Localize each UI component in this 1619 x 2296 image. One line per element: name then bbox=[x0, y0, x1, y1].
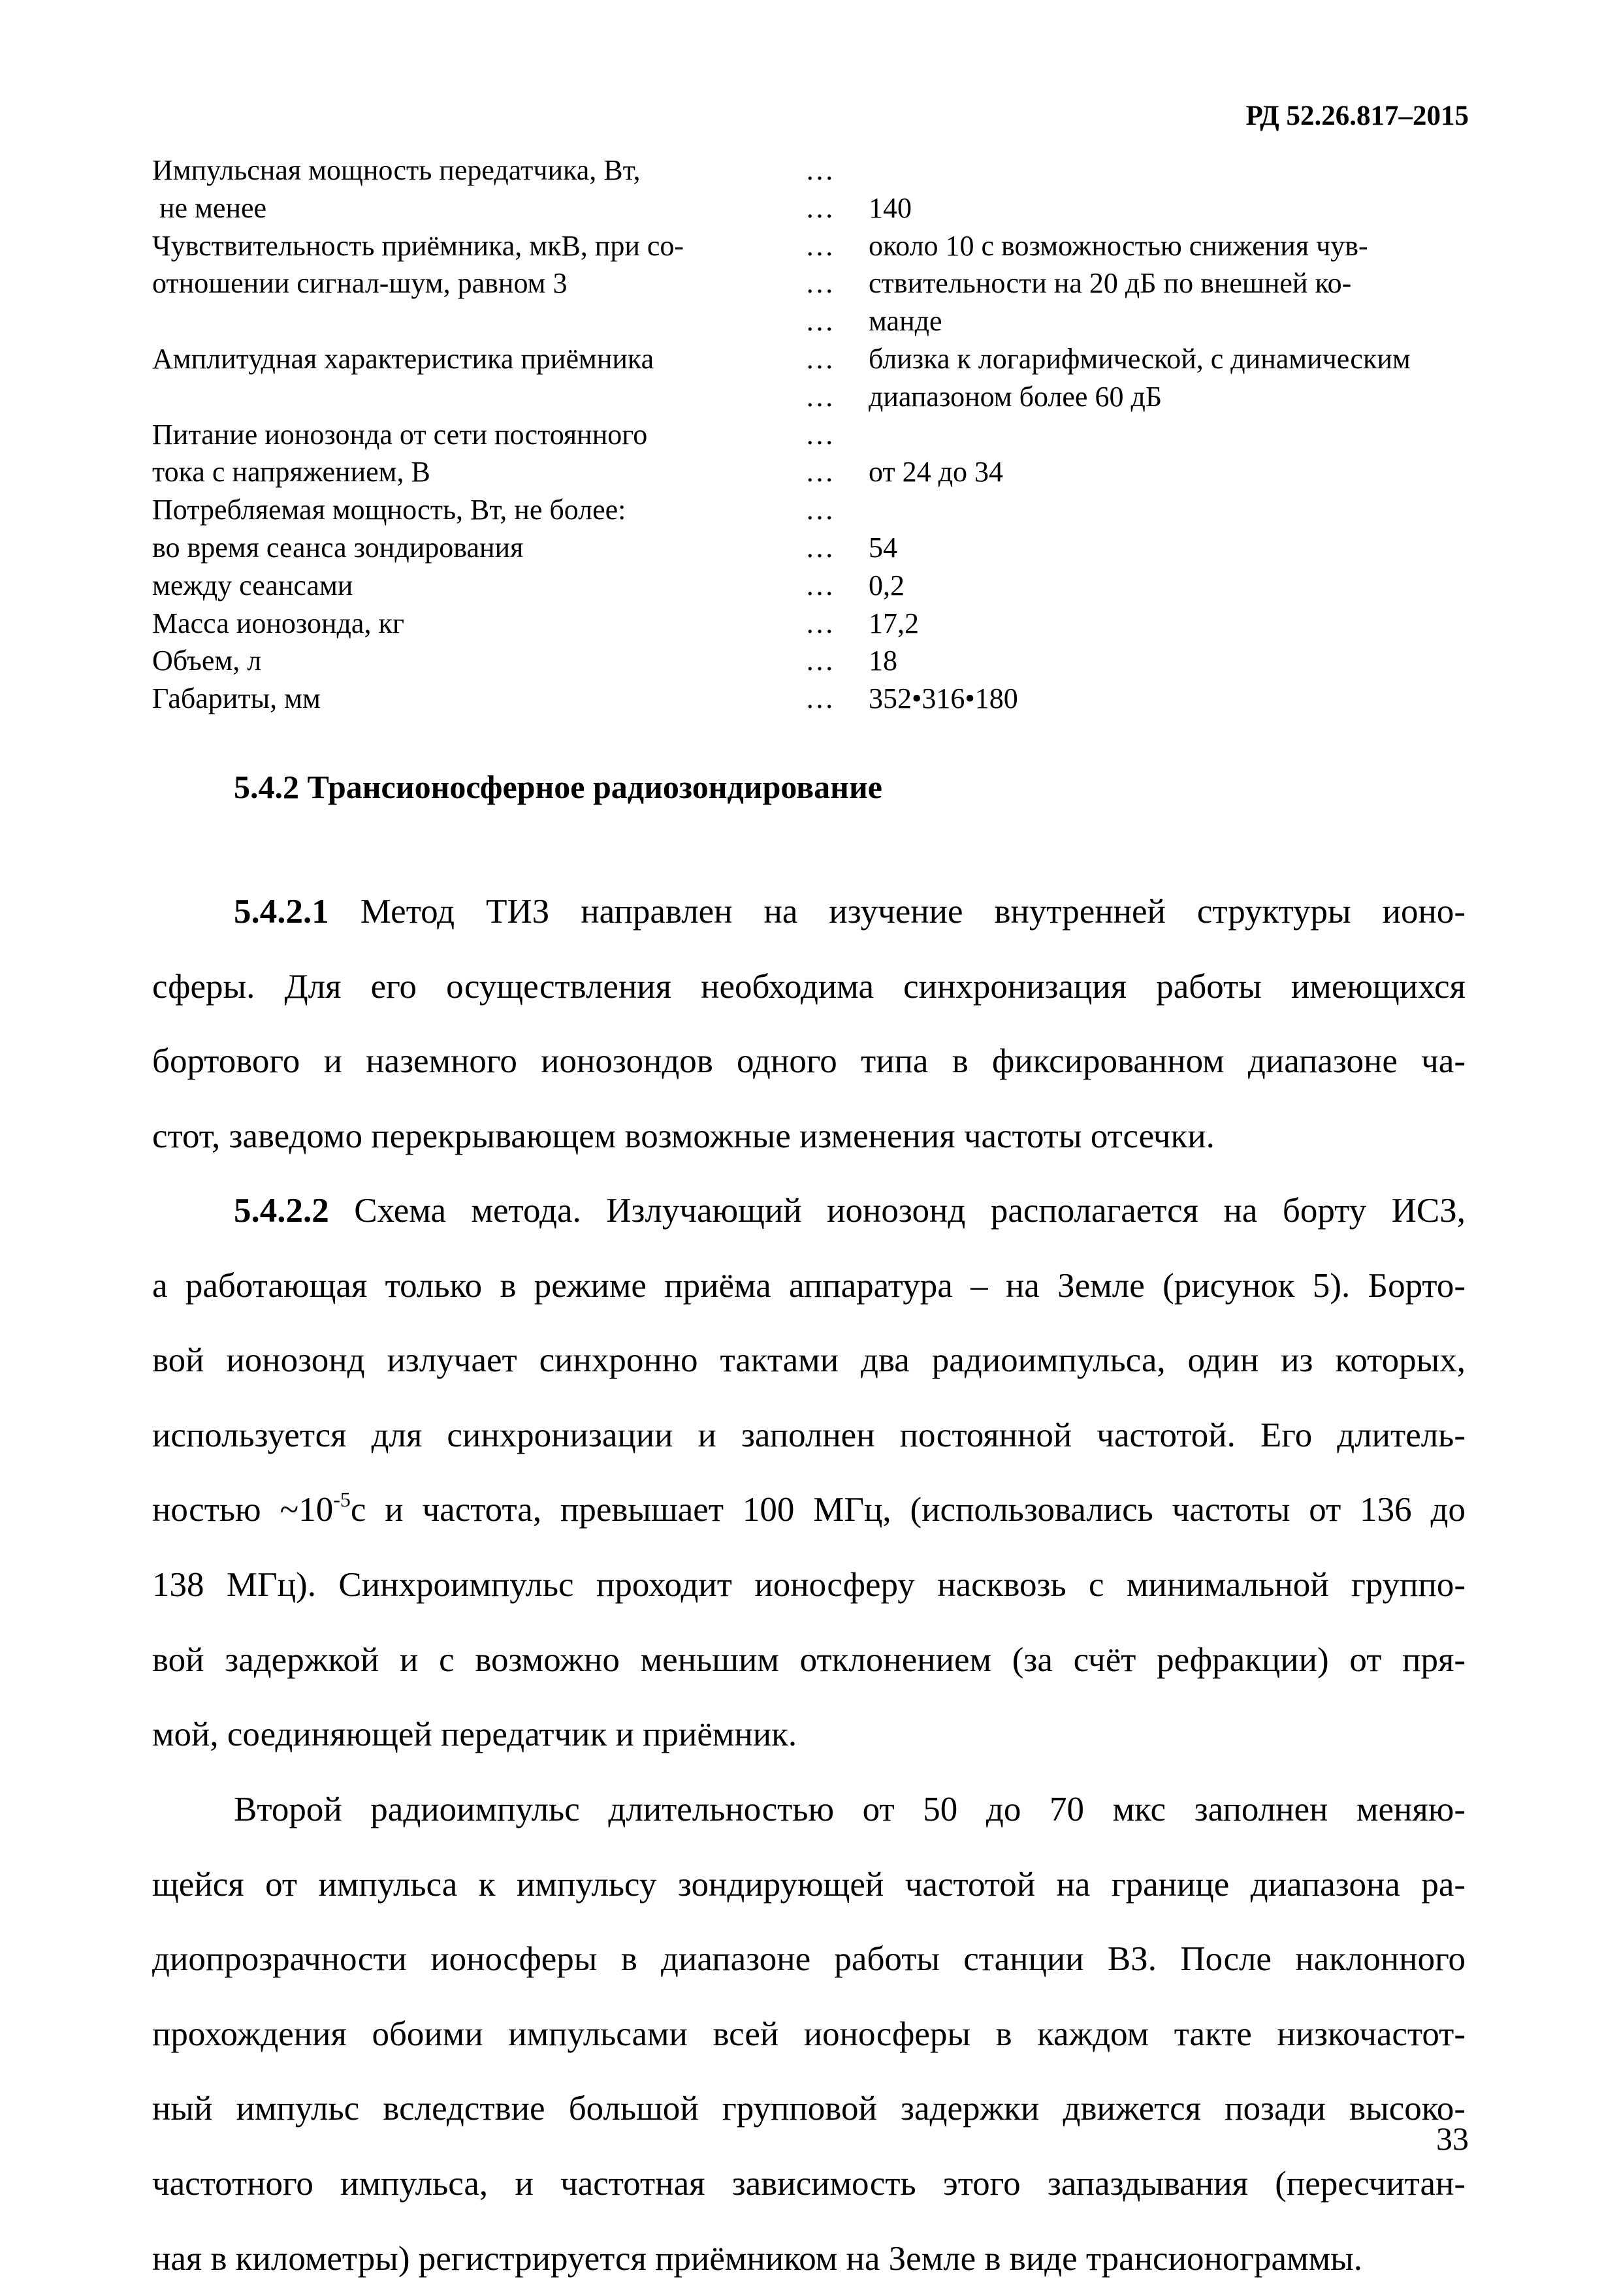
spec-label: тока с напряжением, В bbox=[152, 456, 430, 488]
spec-line bbox=[152, 189, 1524, 227]
text-line: частотного импульса, и частотная зависимость этого запаздывания (пересчитан- bbox=[152, 2164, 1466, 2203]
text-span: ностью ~10 bbox=[152, 1491, 334, 1529]
spec-value: 140 bbox=[869, 191, 912, 224]
spec-dots: … bbox=[805, 154, 834, 186]
paragraph-number: 5.4.2.2 bbox=[234, 1192, 329, 1230]
spec-value: 352•316•180 bbox=[869, 682, 1018, 715]
spec-line bbox=[152, 567, 1524, 605]
paragraph-5-4-2-2 bbox=[152, 1173, 1466, 1772]
paragraph-3 bbox=[152, 1772, 1466, 2296]
text-span: с и частота, превышает 100 МГц, (использовались частоты от 136 до bbox=[350, 1491, 1466, 1529]
spec-value: 18 bbox=[869, 645, 897, 677]
spec-value: диапазоном более 60 дБ bbox=[869, 380, 1162, 413]
spec-dots: … bbox=[805, 569, 834, 601]
spec-label: не менее bbox=[152, 191, 267, 224]
spec-line bbox=[152, 151, 1524, 189]
spec-dots: … bbox=[805, 418, 834, 451]
spec-line bbox=[152, 453, 1524, 491]
superscript: -5 bbox=[333, 1488, 351, 1512]
spec-line bbox=[152, 340, 1524, 378]
text-line: стот, заведомо перекрывающем возможные изменения частоты отсечки. bbox=[152, 1117, 1215, 1155]
spec-value: ствительности на 20 дБ по внешней ко- bbox=[869, 267, 1352, 300]
spec-dots: … bbox=[805, 682, 834, 715]
spec-dots: … bbox=[805, 305, 834, 338]
text-line bbox=[152, 1173, 1466, 1249]
specifications-list bbox=[152, 151, 1524, 718]
spec-label: Объем, л bbox=[152, 645, 262, 677]
spec-dots: … bbox=[805, 494, 834, 526]
spec-value: 0,2 bbox=[869, 569, 905, 601]
spec-line bbox=[152, 416, 1524, 454]
spec-line bbox=[152, 680, 1524, 718]
spec-dots: … bbox=[805, 456, 834, 488]
spec-dots: … bbox=[805, 531, 834, 564]
page-number: 33 bbox=[1436, 2120, 1469, 2157]
spec-label: во время сеанса зондирования bbox=[152, 531, 524, 564]
spec-value: около 10 с возможностью снижения чув- bbox=[869, 229, 1368, 262]
spec-value: от 24 до 34 bbox=[869, 456, 1004, 488]
text-line: вой ионозонд излучает синхронно тактами два радиоимпульса, один из которых, bbox=[152, 1341, 1466, 1380]
spec-line bbox=[152, 264, 1524, 302]
spec-dots: … bbox=[805, 645, 834, 677]
text-line: 138 МГц). Синхроимпульс проходит ионосферу насквозь с минимальной группо- bbox=[152, 1565, 1466, 1604]
spec-label: между сеансами bbox=[152, 569, 353, 601]
spec-dots: … bbox=[805, 229, 834, 262]
text-span: Схема метода. Излучающий ионозонд располагается на борту ИСЗ, bbox=[329, 1192, 1466, 1230]
document-code: РД 52.26.817–2015 bbox=[1245, 101, 1469, 131]
text-line: Второй радиоимпульс длительностью от 50 до 70 мкс заполнен меняю- bbox=[234, 1791, 1466, 1828]
text-line bbox=[152, 874, 1466, 949]
spec-label: Импульсная мощность передатчика, Вт, bbox=[152, 154, 641, 186]
spec-dots: … bbox=[805, 380, 834, 413]
spec-line bbox=[152, 642, 1524, 680]
spec-line bbox=[152, 378, 1524, 416]
spec-line bbox=[152, 529, 1524, 567]
spec-value: 54 bbox=[869, 531, 897, 564]
text-line: сферы. Для его осуществления необходима синхронизация работы имеющихся bbox=[152, 967, 1466, 1006]
spec-label: Амплитудная характеристика приёмника bbox=[152, 342, 654, 375]
spec-dots: … bbox=[805, 267, 834, 300]
spec-label: Потребляемая мощность, Вт, не более: bbox=[152, 494, 626, 526]
spec-value: близка к логарифмической, с динамическим bbox=[869, 342, 1411, 375]
text-line: щейся от импульса к импульсу зондирующей частотой на границе диапазона ра- bbox=[152, 1865, 1466, 1904]
spec-value: 17,2 bbox=[869, 607, 919, 639]
text-line: используется для синхронизации и заполнен постоянной частотой. Его длитель- bbox=[152, 1416, 1466, 1454]
spec-line bbox=[152, 302, 1524, 340]
spec-label: Габариты, мм bbox=[152, 682, 321, 715]
text-line: ная в километры) регистрируется приёмником на Земле в виде трансионограммы. bbox=[152, 2239, 1363, 2278]
text-line: ный импульс вследствие большой групповой задержки движется позади высоко- bbox=[152, 2090, 1466, 2128]
text-span: Метод ТИЗ направлен на изучение внутренней структуры ионо- bbox=[329, 893, 1466, 931]
spec-dots: … bbox=[805, 607, 834, 639]
spec-value: манде bbox=[869, 305, 942, 338]
paragraph-5-4-2-1 bbox=[152, 874, 1466, 1173]
text-line: прохождения обоими импульсами всей ионосферы в каждом такте низкочастот- bbox=[152, 2015, 1466, 2053]
spec-label: Чувствительность приёмника, мкВ, при со- bbox=[152, 229, 684, 262]
section-heading: 5.4.2 Трансионосферное радиозондирование bbox=[234, 769, 882, 805]
text-line bbox=[152, 1473, 1466, 1548]
text-line: бортового и наземного ионозондов одного типа в фиксированном диапазоне ча- bbox=[152, 1042, 1466, 1081]
spec-label: отношении сигнал-шум, равном 3 bbox=[152, 267, 568, 300]
spec-label: Масса ионозонда, кг bbox=[152, 607, 404, 639]
spec-dots: … bbox=[805, 191, 834, 224]
spec-line bbox=[152, 491, 1524, 529]
paragraph-number: 5.4.2.1 bbox=[234, 893, 329, 931]
spec-dots: … bbox=[805, 342, 834, 375]
text-line: мой, соединяющей передатчик и приёмник. bbox=[152, 1715, 797, 1754]
spec-line bbox=[152, 227, 1524, 265]
text-line: а работающая только в режиме приёма аппаратура – на Земле (рисунок 5). Борто- bbox=[152, 1266, 1466, 1305]
spec-line bbox=[152, 605, 1524, 643]
spec-label: Питание ионозонда от сети постоянного bbox=[152, 418, 648, 451]
text-line: диопрозрачности ионосферы в диапазоне работы станции ВЗ. После наклонного bbox=[152, 1940, 1466, 1979]
text-line: вой задержкой и с возможно меньшим отклонением (за счёт рефракции) от пря- bbox=[152, 1640, 1466, 1679]
